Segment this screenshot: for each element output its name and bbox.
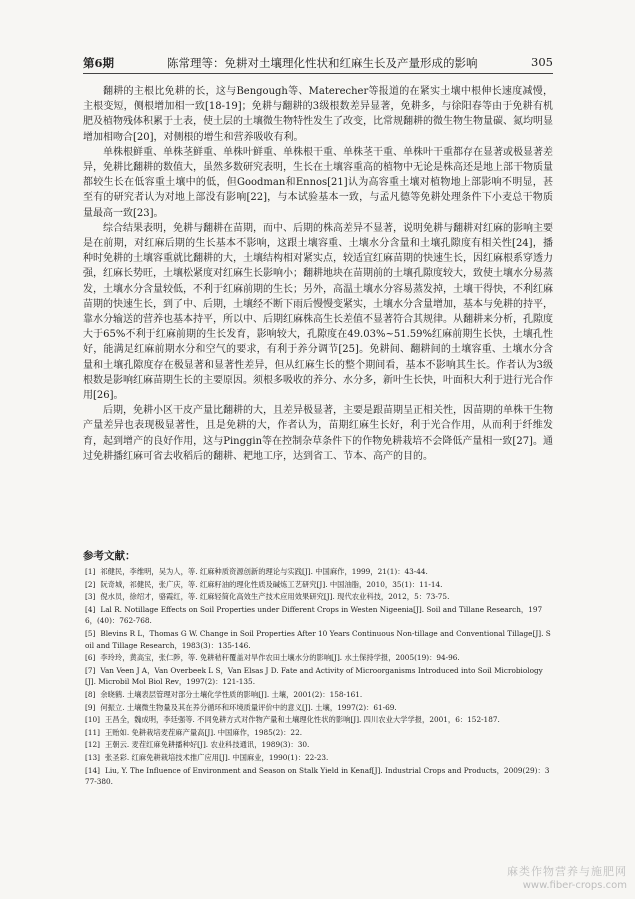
reference-item: [83, 579, 553, 591]
reference-item: [83, 714, 553, 726]
paragraph-yield: 后期，免耕小区干皮产量比翻耕的大，且差异极显著，主要是跟苗期呈正相关性，因苗期的单株干生物产量差异也表现极显著性，且是免耕的大，作者认为，苗期红麻生长好，利于光合作用，从而利于纤维发育，起到增产的良好作用，这与Pinggin等在控制杂草条件下的作物免耕栽培不会降低产量相一致[27]。通过免耕播红麻可省去收稻后的翻耕、耙地工序，达到省工、节本、高产的目的。: [83, 405, 553, 462]
reference-item: [83, 665, 553, 688]
reference-text: Liu, Y. The Influence of Environment and Season on Stalk Yield in Kenaf[J]. Industrial Crops and Products，2009(29)：377-380.: [85, 765, 550, 787]
reference-number: [3]: [85, 592, 96, 602]
reference-item: [83, 591, 553, 603]
reference-number: [8]: [85, 689, 96, 699]
reference-number: [14]: [85, 765, 100, 775]
watermark-url: www.fiber-crops.com: [522, 880, 627, 891]
watermark-site-name: 麻类作物营养与施肥网: [507, 865, 627, 878]
reference-text: 张圣彩. 红麻免耕栽培技术推广应用[J]. 中国麻业，1990(1)：22-23.: [104, 752, 329, 762]
reference-text: Blevins R L，Thomas G W. Change in Soil Properties After 10 Years Continuous Non-tillage and Conventional Tillage[J]. Soil and Tillage Research，1983(3)：135-146.: [85, 628, 551, 650]
reference-number: [7]: [85, 665, 96, 675]
reference-number: [11]: [85, 727, 100, 737]
body-text: [83, 84, 553, 464]
reference-list: [83, 566, 553, 789]
reference-item: [83, 566, 553, 578]
reference-item: [83, 727, 553, 739]
reference-item: [83, 765, 553, 788]
reference-number: [5]: [85, 628, 96, 638]
reference-number: [10]: [85, 715, 100, 725]
running-header: [83, 53, 553, 74]
reference-number: [6]: [85, 653, 96, 663]
paragraph-summary: 综合结果表明，免耕与翻耕在苗期，而中、后期的株高差异不显著，说明免耕与翻耕对红麻的影响主要是在前期，对红麻后期的生长基本不影响，这跟土壤容重、土壤水分含量和土壤孔隙度有相关性[24]，播种时免耕的土壤容重就比翻耕的大，土壤结构相对紧实点，较适宜红麻苗期的快速生长，因红麻根系穿透力强，红麻长势旺，土壤松紧度对红麻生长影响小；翻耕地块在苗期前的土壤孔隙度较大，致使土壤水分易蒸发，土壤水分含量较低，不利于红麻前期的生长；另外，高温土壤水分容易蒸发掉，土壤干得快，不利红麻苗期的快速生长，到了中、后期，土壤经不断下雨后慢慢变紧实，土壤水分含量增加，基本与免耕的持平，靠水分输送的营养也基本持平，所以中、后期红麻株高生长差值不显著符合其规律。从翻耕来分析，孔隙度大于65%不利于红麻前期的生长发育，影响较大，孔隙度在49.03%~51.59%红麻前期生长快，土壤孔性好，能满足红麻前期水分和空气的要求，有利于养分调节[25]。免耕间、翻耕间的土壤容重、土壤水分含量和土壤孔隙度存在极显著和显著性差异，但从红麻生长的整个期间看，基本不影响其生长。作者认为3级根数是影响红麻苗期生长的主要原因。须根多吸收的养分、水分多，新叶生长快，叶面积大利于进行光合作用[26]。: [83, 222, 553, 402]
references-heading: 参考文献：: [83, 550, 136, 562]
reference-text: 王贻如. 免耕栽培麦茬麻产量高[J]. 中国麻作，1985(2)：22.: [104, 727, 303, 737]
reference-text: 祁健民，李维明，吴为人，等. 红麻种质资源创新的理论与实践[J]. 中国麻作，1999，21(1)：43-44.: [100, 567, 428, 576]
paragraph-root-comparison: 翻耕的主根比免耕的长，这与Bengough等、Materecher等报道的在紧实土壤中根伸长速度减慢，主根变短，侧根增加相一致[18-19]；免耕与翻耕的3级根数差异显著，免耕多，与徐阳春等由于免耕有机肥及植物残体积累于土表，使土层的土壤微生物特性发生了改变，比常规翻耕的微生物生物量碳、氮均明显增加相吻合[20]，对侧根的增生和营养吸收有利。: [83, 86, 553, 143]
reference-number: [2]: [85, 579, 96, 589]
reference-number: [12]: [85, 740, 100, 750]
reference-item: [83, 689, 553, 701]
site-watermark: [507, 865, 627, 893]
reference-text: 阮奇城，祁健民，张广庆，等. 红麻籽油的理化性质及碱炼工艺研究[J]. 中国油脂，2010，35(1)：11-14.: [100, 579, 443, 589]
reference-text: Van Veen J A，Van Overbeek L S，Van Elsas J D. Fate and Activity of Microorganisms Introduced into Soil Microbiology[J]. Microbil Mol Biol Rev，1997(2)：121-135.: [85, 665, 543, 687]
reference-item: [83, 702, 553, 714]
page-number: 305: [531, 55, 553, 69]
reference-text: 余晓鹤. 土壤表层管理对部分土壤化学性质的影响[J]. 土壤，2001(2)：158-161.: [100, 689, 363, 699]
issue-number: 第6期: [83, 56, 115, 70]
reference-text: 何振立. 土壤微生物量及其在养分循环和环境质量评价中的意义[J]. 土壤，1997(2)：61-69.: [100, 702, 397, 712]
reference-text: 王朝云. 麦茬红麻免耕播种好[J]. 农业科技通讯，1989(3)：30.: [104, 740, 310, 750]
reference-item: [83, 739, 553, 751]
reference-item: [83, 604, 553, 627]
reference-number: [1]: [85, 567, 96, 576]
reference-number: [9]: [85, 702, 96, 712]
reference-number: [4]: [85, 604, 96, 614]
reference-text: 王昌全，魏成明，李廷强等. 不同免耕方式对作物产量和土壤理化性状的影响[J]. 四川农业大学学报，2001，6：152-187.: [104, 715, 500, 725]
reference-item: [83, 752, 553, 764]
reference-text: 倪水员，徐绍才，骆霞红，等. 红麻轻简化高效生产技术应用效果研究[J]. 现代农业科技，2012，5：73-75.: [100, 592, 450, 602]
paragraph-biomass: 单株根鲜重、单株茎鲜重、单株叶鲜重、单株根干重、单株茎干重、单株叶干重都存在显著或极显著差异，免耕比翻耕的数值大，虽然多数研究表明，生长在土壤容重高的植物中无论是株高还是地上部干物质量都较生长在低容重土壤中的低，但Goodman和Ennos[21]认为高容重土壤对植物地上部影响不明显，甚至有的研究者认为对地上部没有影响[22]，与本试验基本一致，与孟凡德等免耕处理条件下小麦总干物质量最高一致[23]。: [83, 146, 553, 219]
running-title: 陈常理等：免耕对土壤理化性状和红麻生长及产量形成的影响: [167, 56, 478, 70]
reference-number: [13]: [85, 752, 100, 762]
reference-item: [83, 628, 553, 651]
reference-text: Lal R. Notillage Effects on Soil Properties under Different Crops in Westen Nigeenia[J]. Soil and Tillane Research，1976，(40)：762-768.: [85, 604, 543, 626]
reference-text: 李玲玲，黄高宝，张仁陟，等. 免耕秸秆覆盖对旱作农田土壤水分的影响[J]. 水土保持学报，2005(19)：94-96.: [100, 653, 460, 663]
reference-item: [83, 652, 553, 664]
